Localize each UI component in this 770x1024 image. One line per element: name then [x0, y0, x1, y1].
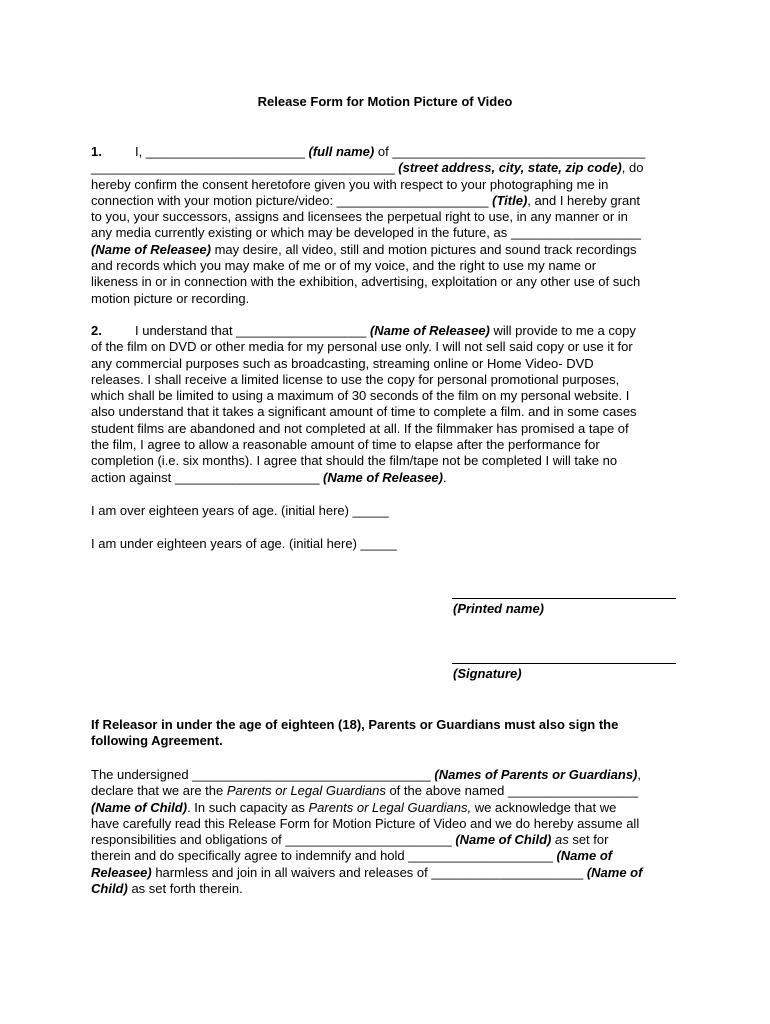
section-1-line-4: connection with your motion picture/video: _____________________ (Title), and I hereby grant — [91, 192, 641, 208]
section-1-line-10: motion picture or recording. — [91, 290, 250, 306]
age-under-statement: I am under eighteen years of age. (initial here) _____ — [91, 536, 397, 551]
minor-heading-line-2: following Agreement. — [91, 733, 223, 749]
section-1-line-3: hereby confirm the consent heretofore given you with respect to your photographing me in — [91, 176, 609, 192]
minor-heading-line-1: If Releasor in under the age of eighteen (18), Parents or Guardians must also sign the — [91, 717, 619, 732]
section-1-line-1: 1. I, ______________________ (full name) of ___________________________________ — [91, 144, 646, 159]
section-2 — [91, 323, 681, 486]
printed-name-line — [452, 598, 676, 599]
section-1 — [91, 144, 681, 307]
section-2-line-9: completion (i.e. six months). I agree that should the film/tape not be completed I will take no — [91, 453, 618, 469]
section-2-line-10: action against ____________________ (Name of Releasee). — [91, 469, 447, 485]
guardian-agreement — [91, 767, 681, 897]
guardian-line-2: declare that we are the Parents or Legal Guardians of the above named __________________ — [91, 783, 639, 799]
guardian-line-7: Releasee) harmless and join in all waivers and releases of _____________________ (Name of — [91, 864, 643, 880]
section-2-line-1: 2. I understand that __________________ (Name of Releasee) will provide to me a copy — [91, 323, 636, 338]
section-1-line-5: to you, your successors, assigns and licensees the perpetual right to use, in any manner or in — [91, 209, 628, 225]
section-2-line-4: releases. I shall receive a limited license to use the copy for personal promotional purposes, — [91, 371, 620, 387]
guardian-line-4: have carefully read this Release Form for Motion Picture of Video and we do hereby assume all — [91, 815, 640, 831]
guardian-line-1: The undersigned _________________________________ (Names of Parents or Guardians), — [91, 767, 642, 782]
minor-heading — [91, 717, 681, 750]
document-title: Release Form for Motion Picture of Video — [257, 94, 513, 109]
section-1-line-7: (Name of Releasee) may desire, all video, still and motion pictures and sound track recordings — [91, 241, 637, 257]
guardian-line-3: (Name of Child). In such capacity as Parents or Legal Guardians, we acknowledge that we — [91, 799, 617, 815]
section-2-line-6: also understand that it takes a significant amount of time to complete a film. and in some cases — [91, 404, 637, 420]
section-2-line-7: student films are abandoned and not completed at all. If the filmmaker has promised a tape of — [91, 420, 629, 436]
section-1-line-8: and records which you may make of me or of my voice, and the right to use my name or — [91, 258, 597, 274]
signature-line — [452, 663, 676, 664]
section-1-line-6: any media currently existing or which may be developed in the future, as __________________ — [91, 225, 641, 241]
section-1-line-2: __________________________________________ (street address, city, state, zip code), do — [91, 160, 644, 176]
guardian-line-5: responsibilities and obligations of _______________________ (Name of Child) as set for — [91, 832, 609, 848]
age-over-statement: I am over eighteen years of age. (initial here) _____ — [91, 503, 389, 518]
printed-name-label: (Printed name) — [453, 601, 545, 616]
guardian-line-6: therein and do specifically agree to indemnify and hold ____________________ (Name of — [91, 848, 613, 864]
signature-label: (Signature) — [453, 666, 522, 681]
section-2-line-8: the film, I agree to allow a reasonable amount of time to elapse after the performance for — [91, 437, 600, 453]
section-1-number: 1. — [91, 144, 102, 159]
section-2-line-5: which shall be limited to using a maximum of 30 seconds of the film on my personal website. I — [91, 388, 630, 404]
guardian-line-8: Child) as set forth therein. — [91, 881, 243, 897]
section-2-number: 2. — [91, 323, 102, 338]
section-2-line-3: any commercial purposes such as broadcasting, streaming online or Home Video- DVD — [91, 355, 594, 371]
section-1-line-9: likeness in or in connection with the exhibition, advertising, exploitation or any other use of such — [91, 274, 641, 290]
section-2-line-2: of the film on DVD or other media for my personal use only. I will not sell said copy or use it for — [91, 339, 633, 355]
